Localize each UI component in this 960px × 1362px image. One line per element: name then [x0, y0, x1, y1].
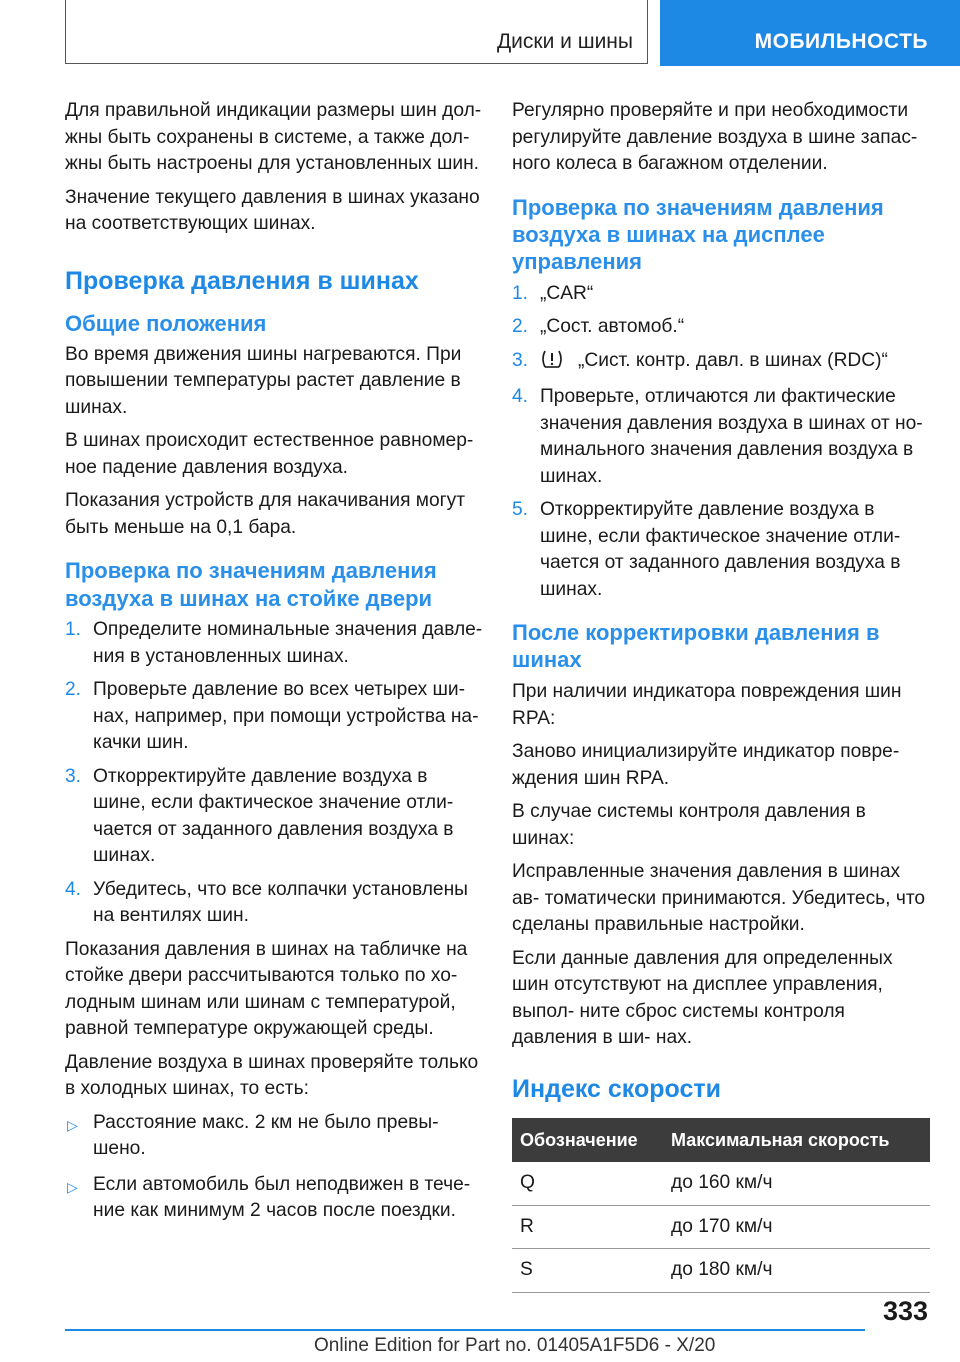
table-cell: R: [512, 1205, 663, 1249]
step-number: 5.: [512, 499, 529, 520]
step-number: 3.: [512, 349, 529, 371]
door-paragraph-1: Показания давления в шинах на табличке на стойке двери рассчитываются только по хо- лодным шинам или шинам с температурой, равной температуре окружающей среды.: [65, 938, 468, 1039]
subheading-general: Общие положения: [65, 310, 267, 336]
display-steps-list: [512, 281, 930, 604]
step-text: Определите номинальные значения давле- ния в установленных шинах.: [93, 619, 483, 667]
footer-edition-text: Online Edition for Part no. 01405A1F5D6 - X/20: [314, 1335, 716, 1356]
section-tab: [660, 0, 960, 66]
after-paragraph-5: Если данные давления для определенных шин отсутствуют на дисплее управления, выпол- ните сброс системы контроля давления в ши- нах.: [512, 947, 893, 1048]
after-paragraph-1: При наличии индикатора повреждения шин RPA:: [512, 681, 902, 729]
step-text: Убедитесь, что все колпачки установлены на вентилях шин.: [93, 878, 468, 926]
column-header: Максимальная скорость: [663, 1118, 930, 1163]
right-column: [512, 98, 930, 1293]
cold-tires-list: [65, 1110, 485, 1225]
spare-wheel-paragraph: Регулярно проверяйте и при необходимости регулируйте давление воздуха в шине запас- ного колеса в багажном отделении.: [512, 100, 918, 174]
step-number: 1.: [65, 619, 82, 640]
step-text: Проверьте, отличаются ли фактические значения давления воздуха в шинах от но- минального значения давления воздуха в шинах.: [540, 386, 923, 487]
page-header: [0, 0, 960, 66]
chapter-tab: [65, 0, 648, 64]
section-heading-tire-check: Проверка давления в шинах: [65, 266, 419, 295]
subheading-door-pillar: Проверка по значениям давления воздуха в шинах на стойке двери: [65, 558, 437, 611]
list-item: [512, 281, 930, 308]
step-text: Откорректируйте давление воздуха в шине, если фактическое значение отли- чается от заданного давления воздуха в шинах.: [540, 499, 901, 600]
step-text: „CAR“: [540, 282, 594, 304]
intro-paragraph-1: Для правильной индикации размеры шин дол- жны быть сохранены в системе, а также дол- жны быть настроены для установленных шин.: [65, 100, 482, 174]
general-paragraph-2: В шинах происходит естественное равномер- ное падение давления воздуха.: [65, 430, 474, 478]
section-heading-speed-index: Индекс скорости: [512, 1074, 721, 1103]
list-item: [65, 677, 485, 757]
step-text: „Сост. автомоб.“: [540, 316, 685, 337]
speed-index-table: [512, 1118, 930, 1293]
list-item: [65, 1110, 485, 1163]
table-row: [512, 1205, 930, 1249]
step-text: Откорректируйте давление воздуха в шине, если фактическое значение отли- чается от заданного давления воздуха в шинах.: [93, 765, 454, 866]
bullet-text: Если автомобиль был неподвижен в тече- ние как минимум 2 часов после поездки.: [93, 1173, 471, 1221]
table-cell: до 170 км/ч: [663, 1205, 930, 1249]
step-number: 2.: [65, 679, 82, 700]
list-item: [512, 314, 930, 341]
intro-paragraph-2: Значение текущего давления в шинах указано на соответствующих шинах.: [65, 186, 480, 234]
subheading-control-display: Проверка по значениям давления воздуха в шинах на дисплее управления: [512, 194, 884, 274]
step-text: Проверьте давление во всех четырех ши- нах, например, при помощи устройства на- качки шин.: [93, 679, 479, 753]
step-number: 3.: [65, 765, 82, 787]
footer-divider: [65, 1329, 865, 1331]
chapter-title: Диски и шины: [496, 30, 633, 53]
triangle-bullet-icon: ▷: [67, 1178, 78, 1195]
table-cell: Q: [512, 1162, 663, 1205]
table-row: [512, 1162, 930, 1205]
subheading-after-correction: После корректировки давления в шинах: [512, 620, 880, 672]
triangle-bullet-icon: ▷: [67, 1116, 78, 1133]
general-paragraph-3: Показания устройств для накачивания могут быть меньше на 0,1 бара.: [65, 490, 466, 538]
list-item: [512, 384, 930, 490]
page-number: 333: [882, 1296, 928, 1326]
step-number: 1.: [512, 282, 529, 304]
door-paragraph-2: Давление воздуха в шинах проверяйте только в холодных шинах, то есть:: [65, 1051, 479, 1099]
list-item: [65, 877, 485, 930]
left-column: [65, 98, 485, 1234]
list-item: [65, 1172, 485, 1225]
general-paragraph-1: Во время движения шины нагреваются. При повышении температуры растет давление в шинах.: [65, 343, 462, 418]
step-number: 4.: [512, 386, 529, 407]
list-item: [512, 497, 930, 603]
tire-pressure-warning-icon: [540, 349, 564, 378]
after-paragraph-3: В случае системы контроля давления в шинах:: [512, 801, 866, 849]
list-item: [65, 617, 485, 670]
after-paragraph-2: Заново инициализируйте индикатор повре- ждения шин RPA.: [512, 741, 900, 789]
bullet-text: Расстояние макс. 2 км не было превы- шено.: [93, 1111, 439, 1159]
list-item: [65, 764, 485, 870]
step-number: 4.: [65, 878, 82, 900]
table-header-row: [512, 1118, 930, 1163]
section-title: МОБИЛЬНОСТЬ: [754, 30, 928, 53]
step-text: „Сист. контр. давл. в шинах (RDC)“: [578, 349, 888, 371]
step-number: 2.: [512, 316, 529, 337]
table-cell: S: [512, 1249, 663, 1293]
table-row: [512, 1249, 930, 1293]
door-steps-list: [65, 617, 485, 930]
table-cell: до 160 км/ч: [663, 1162, 930, 1205]
column-header: Обозначение: [512, 1118, 663, 1163]
table-cell: до 180 км/ч: [663, 1249, 930, 1293]
after-paragraph-4: Исправленные значения давления в шинах ав- томатически принимаются. Убедитесь, что сделаны правильные настройки.: [512, 861, 926, 935]
list-item: [512, 348, 930, 378]
